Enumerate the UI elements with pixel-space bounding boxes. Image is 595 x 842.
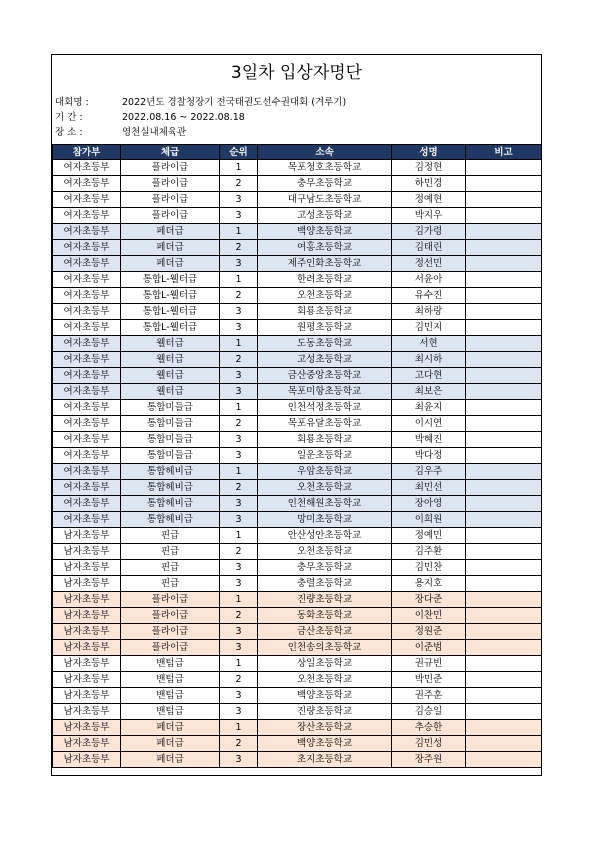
cell-school: 백양초등학교 [258, 688, 392, 704]
cell-rank: 3 [220, 512, 258, 528]
table-row [53, 240, 542, 256]
table-row [53, 192, 542, 208]
cell-weight-class: 웰터급 [121, 368, 220, 384]
cell-rank: 3 [220, 192, 258, 208]
cell-note [466, 592, 542, 608]
cell-rank: 2 [220, 672, 258, 688]
header-rank: 순위 [220, 145, 258, 160]
cell-note [466, 272, 542, 288]
table-row [53, 176, 542, 192]
cell-division: 남자초등부 [53, 656, 121, 672]
cell-school: 인천석정초등학교 [258, 400, 392, 416]
cell-division: 남자초등부 [53, 752, 121, 768]
cell-name: 박민준 [392, 672, 466, 688]
cell-name: 이찬민 [392, 608, 466, 624]
cell-note [466, 576, 542, 592]
cell-school: 충무초등학교 [258, 560, 392, 576]
cell-name: 최하랑 [392, 304, 466, 320]
cell-weight-class: 플라이급 [121, 192, 220, 208]
table-row [53, 336, 542, 352]
cell-school: 원평초등학교 [258, 320, 392, 336]
cell-name: 박혜진 [392, 432, 466, 448]
cell-rank: 3 [220, 368, 258, 384]
header-note: 비고 [466, 145, 542, 160]
table-row [53, 384, 542, 400]
table-row [53, 496, 542, 512]
cell-school: 초지초등학교 [258, 752, 392, 768]
cell-name: 서현 [392, 336, 466, 352]
table-row [53, 256, 542, 272]
cell-division: 여자초등부 [53, 512, 121, 528]
cell-division: 남자초등부 [53, 624, 121, 640]
table-row [53, 608, 542, 624]
cell-rank: 2 [220, 288, 258, 304]
cell-weight-class: 페더급 [121, 224, 220, 240]
cell-note [466, 240, 542, 256]
page-title: 3일차 입상자명단 [230, 63, 363, 83]
table-row [53, 224, 542, 240]
cell-note [466, 528, 542, 544]
cell-name: 김정현 [392, 160, 466, 176]
cell-school: 목포유달초등학교 [258, 416, 392, 432]
cell-note [466, 192, 542, 208]
cell-name: 하민경 [392, 176, 466, 192]
cell-school: 장산초등학교 [258, 720, 392, 736]
table-row [53, 208, 542, 224]
cell-rank: 3 [220, 688, 258, 704]
cell-school: 인천송의초등학교 [258, 640, 392, 656]
cell-rank: 2 [220, 736, 258, 752]
cell-rank: 3 [220, 432, 258, 448]
cell-school: 오천초등학교 [258, 288, 392, 304]
table-body [53, 160, 542, 768]
cell-weight-class: 페더급 [121, 256, 220, 272]
cell-weight-class: 밴텀급 [121, 672, 220, 688]
info-value: 2022.08.16 ~ 2022.08.18 [122, 112, 245, 123]
table-row [53, 560, 542, 576]
cell-name: 장주원 [392, 752, 466, 768]
cell-division: 남자초등부 [53, 560, 121, 576]
cell-name: 김가령 [392, 224, 466, 240]
cell-rank: 1 [220, 464, 258, 480]
cell-note [466, 736, 542, 752]
info-competition [55, 96, 346, 110]
cell-rank: 2 [220, 480, 258, 496]
cell-weight-class: 플라이급 [121, 592, 220, 608]
cell-name: 김민찬 [392, 560, 466, 576]
cell-name: 추승한 [392, 720, 466, 736]
cell-weight-class: 핀급 [121, 528, 220, 544]
cell-weight-class: 핀급 [121, 544, 220, 560]
cell-rank: 3 [220, 576, 258, 592]
cell-school: 상일초등학교 [258, 656, 392, 672]
cell-school: 망미초등학교 [258, 512, 392, 528]
table-row [53, 624, 542, 640]
cell-rank: 1 [220, 224, 258, 240]
cell-note [466, 608, 542, 624]
cell-weight-class: 페더급 [121, 720, 220, 736]
cell-rank: 3 [220, 320, 258, 336]
cell-name: 정예현 [392, 192, 466, 208]
cell-name: 장아영 [392, 496, 466, 512]
cell-division: 여자초등부 [53, 288, 121, 304]
cell-school: 진량초등학교 [258, 704, 392, 720]
cell-name: 장다준 [392, 592, 466, 608]
cell-name: 이희원 [392, 512, 466, 528]
cell-name: 이준범 [392, 640, 466, 656]
cell-rank: 3 [220, 384, 258, 400]
cell-name: 이시연 [392, 416, 466, 432]
cell-note [466, 288, 542, 304]
cell-note [466, 400, 542, 416]
cell-note [466, 688, 542, 704]
cell-weight-class: 통합헤비급 [121, 464, 220, 480]
table-row [53, 672, 542, 688]
cell-school: 백양초등학교 [258, 736, 392, 752]
cell-weight-class: 통합미들급 [121, 432, 220, 448]
cell-school: 진량초등학교 [258, 592, 392, 608]
cell-note [466, 720, 542, 736]
cell-division: 여자초등부 [53, 352, 121, 368]
cell-division: 남자초등부 [53, 672, 121, 688]
cell-weight-class: 통합L-웰터급 [121, 320, 220, 336]
cell-rank: 1 [220, 656, 258, 672]
cell-rank: 2 [220, 544, 258, 560]
cell-weight-class: 통합헤비급 [121, 496, 220, 512]
cell-school: 회룡초등학교 [258, 304, 392, 320]
table-row [53, 576, 542, 592]
table-row [53, 592, 542, 608]
cell-name: 김우주 [392, 464, 466, 480]
cell-name: 용지호 [392, 576, 466, 592]
cell-note [466, 320, 542, 336]
cell-division: 여자초등부 [53, 464, 121, 480]
table-row [53, 752, 542, 768]
cell-division: 남자초등부 [53, 528, 121, 544]
cell-note [466, 208, 542, 224]
cell-school: 목포청호초등학교 [258, 160, 392, 176]
cell-weight-class: 플라이급 [121, 640, 220, 656]
cell-school: 오천초등학교 [258, 672, 392, 688]
cell-name: 최민선 [392, 480, 466, 496]
cell-school: 여홍초등학교 [258, 240, 392, 256]
cell-school: 일운초등학교 [258, 448, 392, 464]
cell-rank: 3 [220, 496, 258, 512]
header-name: 성명 [392, 145, 466, 160]
cell-division: 여자초등부 [53, 496, 121, 512]
cell-rank: 3 [220, 304, 258, 320]
cell-rank: 2 [220, 608, 258, 624]
table-row [53, 640, 542, 656]
cell-division: 여자초등부 [53, 336, 121, 352]
cell-name: 최보은 [392, 384, 466, 400]
cell-note [466, 656, 542, 672]
cell-school: 금산중앙초등학교 [258, 368, 392, 384]
cell-rank: 2 [220, 416, 258, 432]
cell-name: 유수진 [392, 288, 466, 304]
cell-weight-class: 밴텀급 [121, 656, 220, 672]
cell-note [466, 704, 542, 720]
table-row [53, 448, 542, 464]
cell-note [466, 352, 542, 368]
info-label: 기 간 : [55, 112, 83, 123]
cell-rank: 1 [220, 336, 258, 352]
cell-weight-class: 플라이급 [121, 176, 220, 192]
cell-school: 백양초등학교 [258, 224, 392, 240]
cell-division: 여자초등부 [53, 256, 121, 272]
info-value: 2022년도 경찰청장기 전국태권도선수권대회 (겨루기) [122, 97, 347, 108]
cell-note [466, 464, 542, 480]
cell-weight-class: 플라이급 [121, 624, 220, 640]
cell-division: 여자초등부 [53, 384, 121, 400]
cell-rank: 3 [220, 560, 258, 576]
cell-division: 여자초등부 [53, 208, 121, 224]
cell-weight-class: 플라이급 [121, 208, 220, 224]
cell-division: 여자초등부 [53, 400, 121, 416]
cell-rank: 1 [220, 528, 258, 544]
cell-note [466, 512, 542, 528]
cell-division: 여자초등부 [53, 304, 121, 320]
table-row [53, 720, 542, 736]
cell-weight-class: 핀급 [121, 560, 220, 576]
cell-division: 남자초등부 [53, 704, 121, 720]
cell-school: 충렬초등학교 [258, 576, 392, 592]
cell-weight-class: 통합미들급 [121, 400, 220, 416]
cell-weight-class: 통합L-웰터급 [121, 288, 220, 304]
cell-rank: 1 [220, 720, 258, 736]
cell-name: 김민성 [392, 736, 466, 752]
table-row [53, 320, 542, 336]
cell-division: 여자초등부 [53, 448, 121, 464]
cell-school: 한려초등학교 [258, 272, 392, 288]
cell-weight-class: 플라이급 [121, 160, 220, 176]
cell-note [466, 560, 542, 576]
cell-division: 여자초등부 [53, 432, 121, 448]
cell-rank: 3 [220, 448, 258, 464]
cell-name: 박다정 [392, 448, 466, 464]
table-row [53, 736, 542, 752]
table-row [53, 656, 542, 672]
cell-weight-class: 웰터급 [121, 336, 220, 352]
cell-weight-class: 통합헤비급 [121, 512, 220, 528]
info-value: 영천실내체육관 [122, 127, 187, 138]
cell-note [466, 496, 542, 512]
cell-weight-class: 페더급 [121, 240, 220, 256]
cell-rank: 1 [220, 160, 258, 176]
cell-name: 김승일 [392, 704, 466, 720]
cell-weight-class: 통합미들급 [121, 448, 220, 464]
table-row [53, 400, 542, 416]
cell-school: 인천해원초등학교 [258, 496, 392, 512]
cell-division: 여자초등부 [53, 320, 121, 336]
table-row [53, 272, 542, 288]
cell-division: 남자초등부 [53, 720, 121, 736]
cell-division: 여자초등부 [53, 192, 121, 208]
cell-name: 정예민 [392, 528, 466, 544]
cell-note [466, 624, 542, 640]
cell-note [466, 544, 542, 560]
table-row [53, 512, 542, 528]
cell-weight-class: 밴텀급 [121, 704, 220, 720]
cell-name: 최윤지 [392, 400, 466, 416]
cell-division: 남자초등부 [53, 592, 121, 608]
table-row [53, 528, 542, 544]
cell-school: 오천초등학교 [258, 480, 392, 496]
table-row [53, 704, 542, 720]
results-table [52, 144, 542, 768]
cell-division: 남자초등부 [53, 544, 121, 560]
header-weight-class: 체급 [121, 145, 220, 160]
cell-rank: 3 [220, 256, 258, 272]
cell-note [466, 480, 542, 496]
table-row [53, 352, 542, 368]
cell-rank: 1 [220, 592, 258, 608]
cell-division: 여자초등부 [53, 480, 121, 496]
cell-note [466, 224, 542, 240]
cell-name: 권주훈 [392, 688, 466, 704]
cell-name: 권규빈 [392, 656, 466, 672]
cell-name: 서윤아 [392, 272, 466, 288]
cell-note [466, 640, 542, 656]
cell-division: 여자초등부 [53, 176, 121, 192]
cell-division: 남자초등부 [53, 576, 121, 592]
cell-rank: 2 [220, 240, 258, 256]
cell-weight-class: 통합미들급 [121, 416, 220, 432]
cell-school: 안산성안초등학교 [258, 528, 392, 544]
cell-school: 제주인화초등학교 [258, 256, 392, 272]
cell-weight-class: 페더급 [121, 752, 220, 768]
cell-weight-class: 핀급 [121, 576, 220, 592]
table-row [53, 480, 542, 496]
cell-note [466, 256, 542, 272]
cell-weight-class: 통합L-웰터급 [121, 272, 220, 288]
cell-rank: 2 [220, 176, 258, 192]
cell-division: 여자초등부 [53, 272, 121, 288]
cell-rank: 3 [220, 624, 258, 640]
cell-rank: 3 [220, 704, 258, 720]
cell-weight-class: 밴텀급 [121, 688, 220, 704]
cell-note [466, 448, 542, 464]
info-label: 장 소 : [55, 127, 83, 138]
cell-school: 회룡초등학교 [258, 432, 392, 448]
cell-weight-class: 통합헤비급 [121, 480, 220, 496]
cell-division: 여자초등부 [53, 160, 121, 176]
cell-rank: 1 [220, 400, 258, 416]
table-row [53, 416, 542, 432]
cell-name: 박지우 [392, 208, 466, 224]
table-row [53, 432, 542, 448]
cell-school: 동화초등학교 [258, 608, 392, 624]
cell-school: 대구남도초등학교 [258, 192, 392, 208]
table-row [53, 464, 542, 480]
table-row [53, 368, 542, 384]
cell-rank: 1 [220, 272, 258, 288]
cell-note [466, 176, 542, 192]
cell-name: 고다현 [392, 368, 466, 384]
cell-school: 고성초등학교 [258, 352, 392, 368]
cell-division: 여자초등부 [53, 368, 121, 384]
cell-school: 고성초등학교 [258, 208, 392, 224]
cell-name: 김태린 [392, 240, 466, 256]
cell-school: 충무초등학교 [258, 176, 392, 192]
cell-note [466, 432, 542, 448]
cell-note [466, 336, 542, 352]
cell-division: 여자초등부 [53, 416, 121, 432]
header-division: 참가부 [53, 145, 121, 160]
cell-name: 최시하 [392, 352, 466, 368]
cell-division: 남자초등부 [53, 640, 121, 656]
cell-school: 우암초등학교 [258, 464, 392, 480]
cell-division: 남자초등부 [53, 688, 121, 704]
cell-weight-class: 웰터급 [121, 352, 220, 368]
table-header-row [53, 145, 542, 160]
table-row [53, 304, 542, 320]
cell-rank: 2 [220, 352, 258, 368]
cell-division: 남자초등부 [53, 736, 121, 752]
cell-weight-class: 웰터급 [121, 384, 220, 400]
table-row [53, 160, 542, 176]
cell-note [466, 304, 542, 320]
cell-weight-class: 페더급 [121, 736, 220, 752]
cell-note [466, 672, 542, 688]
cell-school: 목포미항초등학교 [258, 384, 392, 400]
cell-school: 도동초등학교 [258, 336, 392, 352]
cell-weight-class: 통합L-웰터급 [121, 304, 220, 320]
cell-name: 김민지 [392, 320, 466, 336]
cell-name: 정선민 [392, 256, 466, 272]
header-school: 소속 [258, 145, 392, 160]
cell-school: 금산초등학교 [258, 624, 392, 640]
info-label: 대회명 : [55, 97, 89, 108]
cell-rank: 3 [220, 640, 258, 656]
cell-school: 오천초등학교 [258, 544, 392, 560]
table-row [53, 688, 542, 704]
cell-note [466, 368, 542, 384]
table-row [53, 288, 542, 304]
cell-division: 남자초등부 [53, 608, 121, 624]
cell-rank: 3 [220, 208, 258, 224]
cell-note [466, 416, 542, 432]
info-period [55, 111, 245, 125]
cell-note [466, 384, 542, 400]
info-venue [55, 126, 186, 140]
cell-rank: 3 [220, 752, 258, 768]
cell-name: 정원준 [392, 624, 466, 640]
results-sheet [51, 54, 542, 776]
cell-division: 여자초등부 [53, 224, 121, 240]
cell-note [466, 160, 542, 176]
cell-note [466, 752, 542, 768]
cell-weight-class: 플라이급 [121, 608, 220, 624]
table-row [53, 544, 542, 560]
cell-division: 여자초등부 [53, 240, 121, 256]
cell-name: 김주환 [392, 544, 466, 560]
